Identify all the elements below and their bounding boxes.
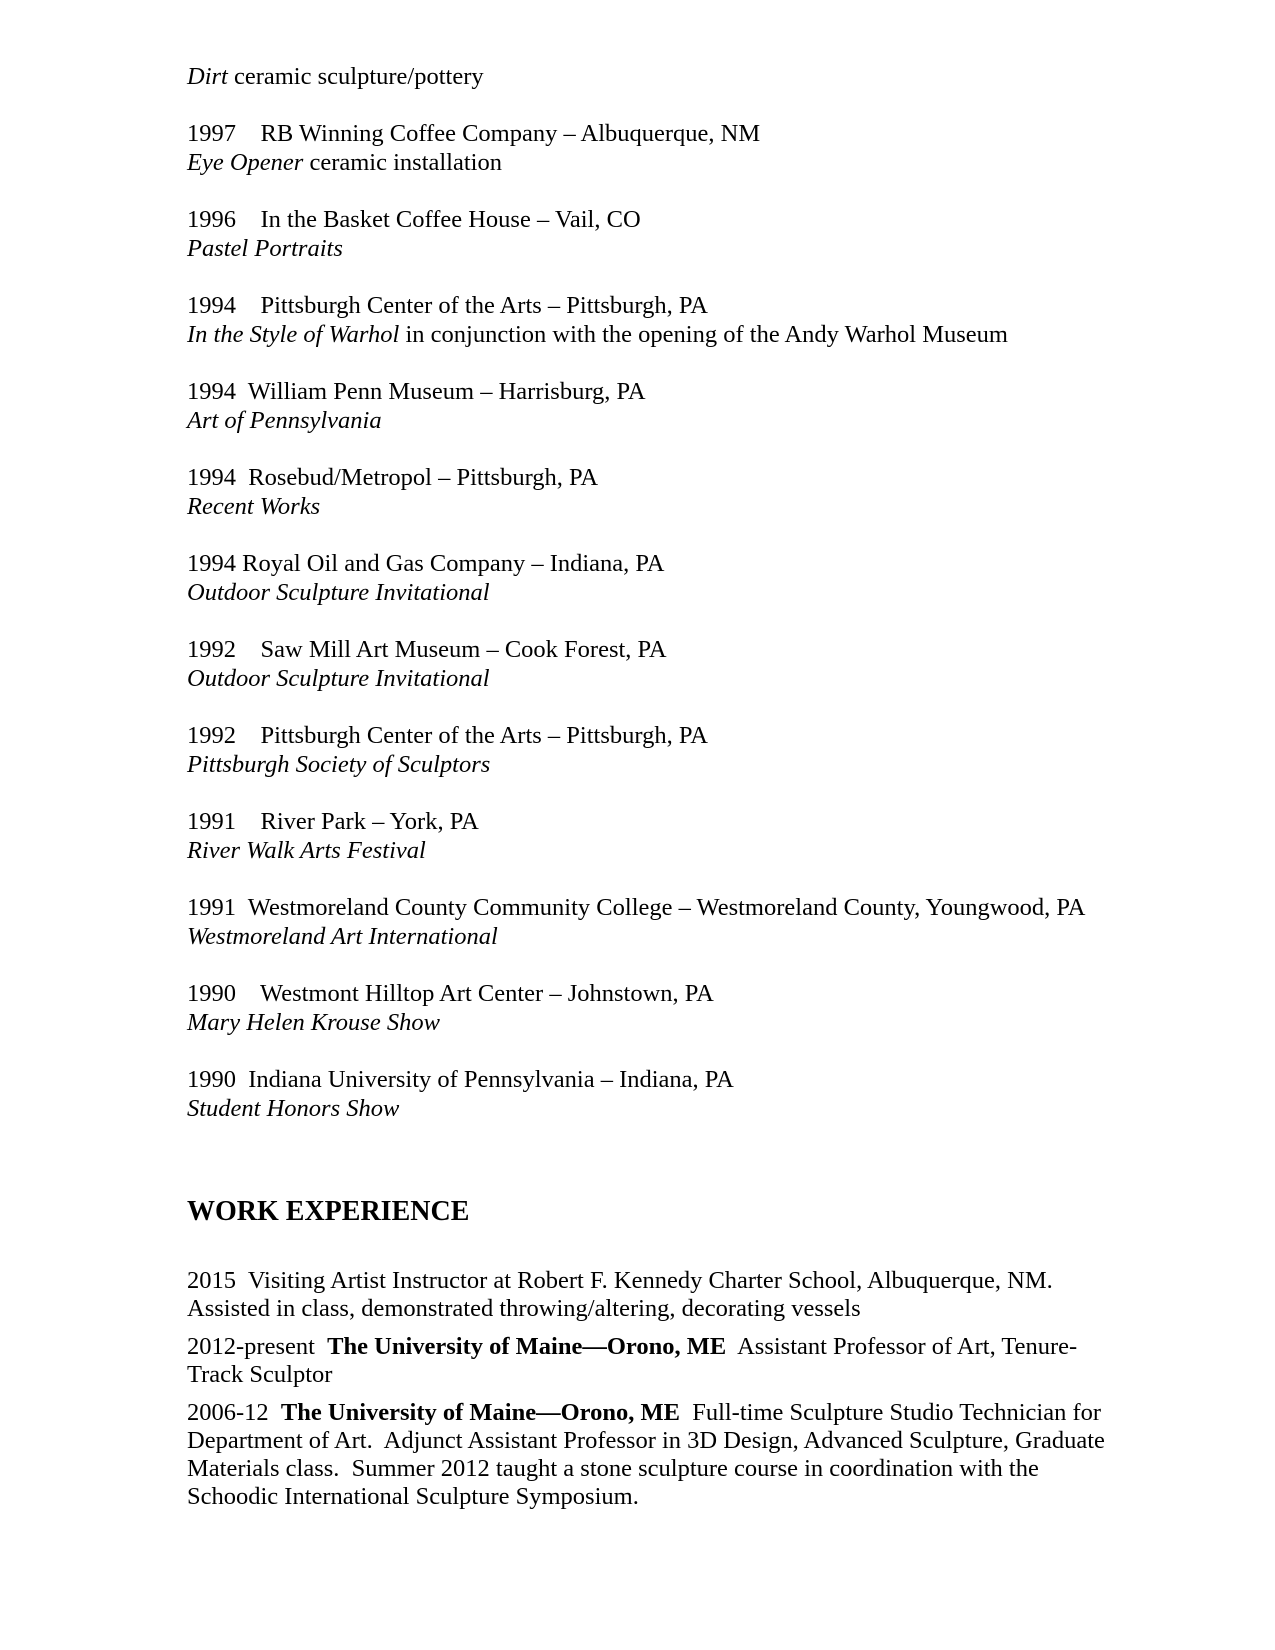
exhibition-heading: 1992 Pittsburgh Center of the Arts – Pittsburgh, PA xyxy=(187,722,708,749)
work-employer: The University of Maine—Orono, ME xyxy=(327,1333,727,1360)
exhibition-heading: 1996 In the Basket Coffee House – Vail, CO xyxy=(187,206,641,233)
exhibition-title: Student Honors Show xyxy=(187,1095,400,1122)
exhibition-entry xyxy=(187,635,1107,693)
exhibition-heading: 1990 Westmont Hilltop Art Center – Johnstown, PA xyxy=(187,980,714,1007)
work-years: 2015 xyxy=(187,1267,248,1294)
exhibition-title-line xyxy=(187,664,1107,693)
exhibition-title-line xyxy=(187,62,1107,91)
exhibition-heading: 1997 RB Winning Coffee Company – Albuquerque, NM xyxy=(187,120,761,147)
exhibition-entry xyxy=(187,205,1107,263)
exhibition-title: Outdoor Sculpture Invitational xyxy=(187,665,490,692)
exhibition-title: Recent Works xyxy=(187,493,321,520)
exhibition-heading: 1994 Royal Oil and Gas Company – Indiana, PA xyxy=(187,550,665,577)
exhibition-heading: 1994 William Penn Museum – Harrisburg, PA xyxy=(187,378,646,405)
exhibition-title-line xyxy=(187,1094,1107,1123)
exhibition-heading: 1994 Rosebud/Metropol – Pittsburgh, PA xyxy=(187,464,599,491)
exhibition-entry xyxy=(187,62,1107,91)
work-description: Full-time Sculpture Studio Technician for Department of Art. Adjunct Assistant Professor in 3D Design, Advanced Sculpture, Graduate Materials class. Summer 2012 taught a stone sculpture course in coordination with the Schoodic International Sculpture Symposium. xyxy=(187,1399,1112,1510)
exhibition-entry xyxy=(187,549,1107,607)
exhibition-heading: 1991 Westmoreland County Community College – Westmoreland County, Youngwood, PA xyxy=(187,894,1086,921)
exhibition-title-line xyxy=(187,148,1107,177)
exhibition-entry xyxy=(187,291,1107,349)
exhibition-title-line xyxy=(187,750,1107,779)
exhibition-title: In the Style of Warhol xyxy=(187,321,400,348)
exhibition-title: River Walk Arts Festival xyxy=(187,837,426,864)
exhibition-title-suffix: ceramic sculpture/pottery xyxy=(227,63,484,90)
resume-page xyxy=(187,62,1112,1521)
exhibition-title: Pastel Portraits xyxy=(187,235,343,262)
section-heading-work-experience: WORK EXPERIENCE xyxy=(187,1196,470,1227)
exhibition-title: Eye Opener xyxy=(187,149,304,176)
work-employer: The University of Maine—Orono, ME xyxy=(280,1399,680,1426)
work-years: 2006-12 xyxy=(187,1399,281,1426)
exhibition-title: Westmoreland Art International xyxy=(187,923,498,950)
exhibition-heading: 1994 Pittsburgh Center of the Arts – Pittsburgh, PA xyxy=(187,292,708,319)
exhibition-title: Dirt xyxy=(187,63,228,90)
work-description: Assistant Professor of Art, Tenure-Track Sculptor xyxy=(187,1333,1078,1388)
exhibition-title-line xyxy=(187,578,1107,607)
exhibition-title-line xyxy=(187,922,1107,951)
exhibition-entry xyxy=(187,979,1107,1037)
exhibition-title-suffix: in conjunction with the opening of the Andy Warhol Museum xyxy=(399,321,1008,348)
exhibition-entry xyxy=(187,721,1107,779)
exhibition-title-line xyxy=(187,320,1107,349)
exhibition-title: Mary Helen Krouse Show xyxy=(187,1009,440,1036)
work-entry xyxy=(187,1333,1107,1389)
exhibition-heading: 1990 Indiana University of Pennsylvania – Indiana, PA xyxy=(187,1066,734,1093)
work-years: 2012-present xyxy=(187,1333,328,1360)
exhibition-title-line xyxy=(187,1008,1107,1037)
exhibition-entry xyxy=(187,119,1107,177)
exhibition-entry xyxy=(187,377,1107,435)
exhibition-title-line xyxy=(187,234,1107,263)
exhibition-entry xyxy=(187,1065,1107,1123)
work-entry xyxy=(187,1399,1112,1511)
exhibition-title: Art of Pennsylvania xyxy=(187,407,382,434)
exhibition-heading: 1992 Saw Mill Art Museum – Cook Forest, PA xyxy=(187,636,667,663)
work-description: Visiting Artist Instructor at Robert F. Kennedy Charter School, Albuquerque, NM. Assisted in class, demonstrated throwing/altering, decorating vessels xyxy=(187,1267,1058,1322)
exhibition-title-line xyxy=(187,492,1107,521)
exhibition-entry xyxy=(187,463,1107,521)
exhibition-title: Pittsburgh Society of Sculptors xyxy=(187,751,491,778)
exhibition-heading: 1991 River Park – York, PA xyxy=(187,808,479,835)
work-entry xyxy=(187,1267,1107,1323)
exhibition-title: Outdoor Sculpture Invitational xyxy=(187,579,490,606)
exhibition-title-line xyxy=(187,836,1107,865)
exhibition-title-line xyxy=(187,406,1107,435)
exhibition-entry xyxy=(187,893,1107,951)
exhibition-title-suffix: ceramic installation xyxy=(303,149,502,176)
exhibition-entry xyxy=(187,807,1107,865)
